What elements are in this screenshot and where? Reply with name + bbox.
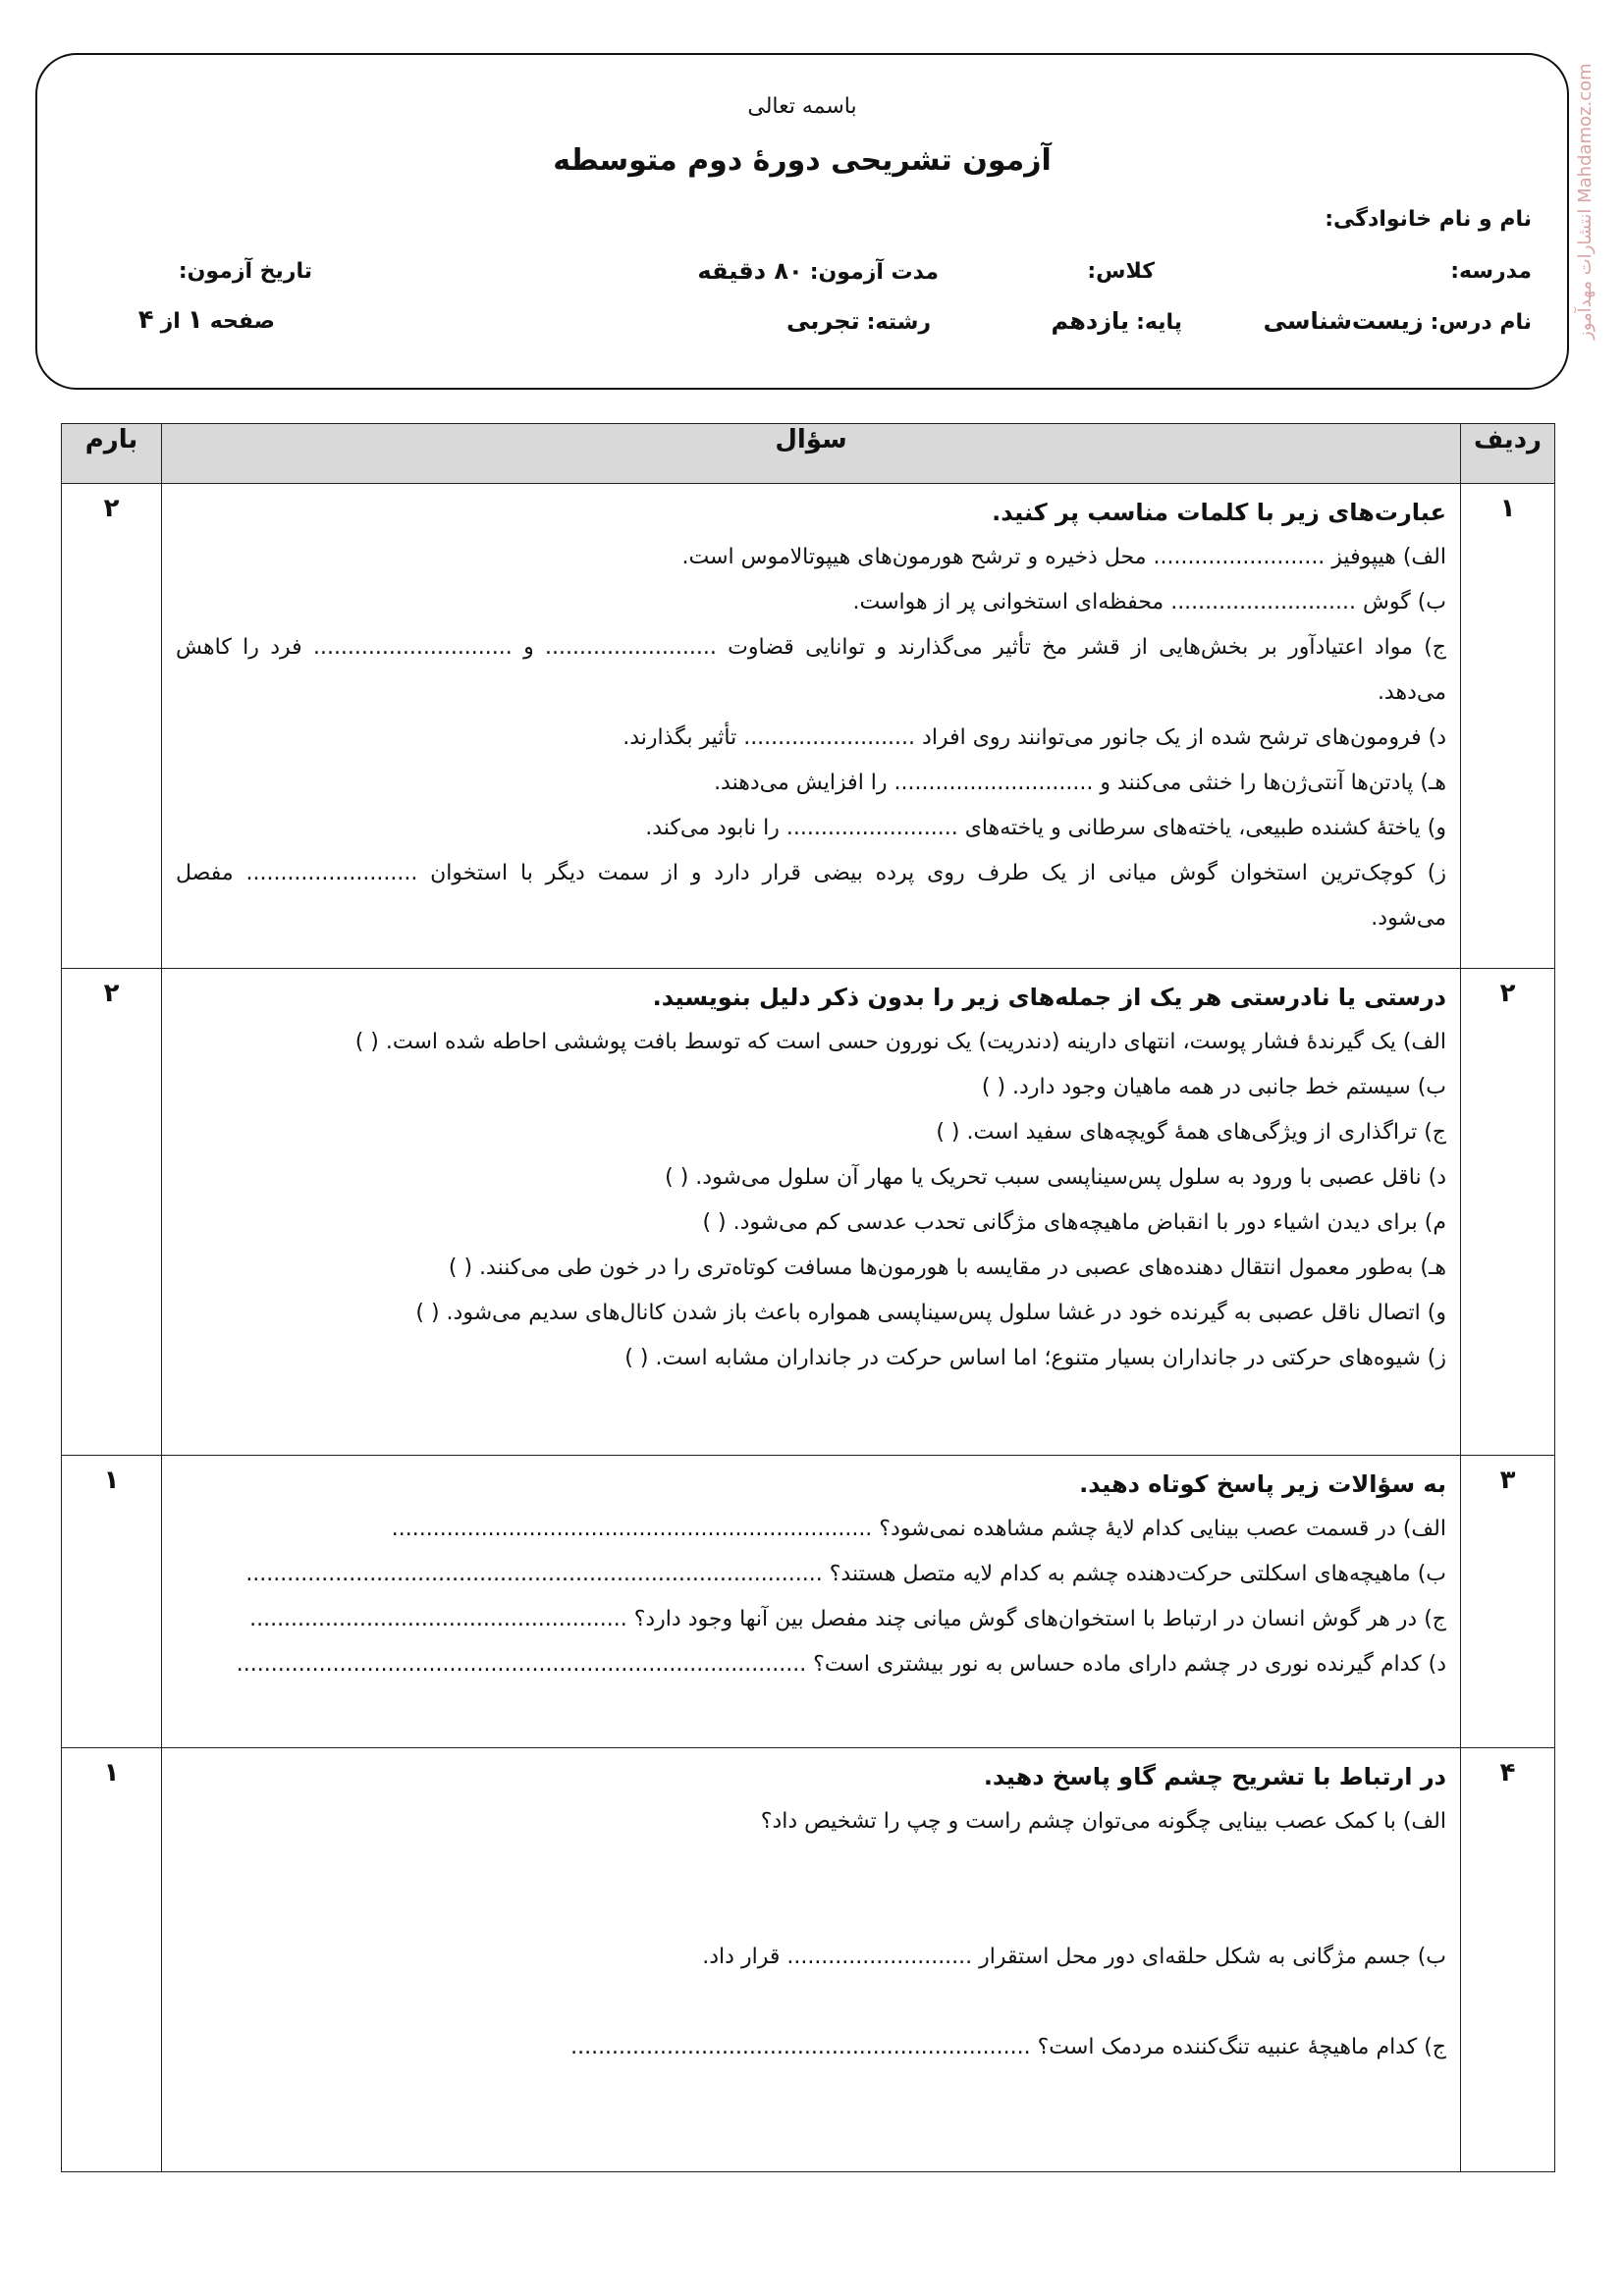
table-header-row bbox=[62, 424, 1555, 484]
question-line: الف) در قسمت عصب بینایی کدام لایهٔ چشم مشاهده نمی‌شود؟ ...................................................................... bbox=[391, 1517, 1446, 1541]
page-label: صفحه bbox=[209, 309, 275, 334]
table-row bbox=[62, 1748, 1555, 2172]
page-total: ۴ bbox=[137, 305, 154, 335]
exam-header bbox=[35, 53, 1569, 390]
question-number: ۴ bbox=[1461, 1748, 1555, 2172]
question-line: و) یاختهٔ کشنده طبیعی، یاخته‌های سرطانی و یاخته‌های ......................... را نابود می‌کند. bbox=[645, 816, 1446, 840]
subject-value: زیست‌شناسی bbox=[1263, 307, 1424, 335]
question-line: ز) شیوه‌های حرکتی در جانداران بسیار متنوع؛ اما اساس حرکت در جانداران مشابه است. ( ) bbox=[624, 1346, 1446, 1370]
page-indicator bbox=[138, 305, 275, 335]
question-line: م) برای دیدن اشیاء دور با انقباض ماهیچه‌های مژگانی تحدب عدسی کم می‌شود. ( ) bbox=[702, 1210, 1446, 1235]
question-line: ج) کدام ماهیچهٔ عنبیه تنگ‌کننده مردمک است؟ ................................................................... bbox=[570, 2035, 1446, 2059]
answer-space bbox=[176, 1844, 1446, 1890]
grade-field bbox=[1051, 307, 1182, 335]
question-line: و) اتصال ناقل عصبی به گیرنده خود در غشا سلول پس‌سیناپسی همواره باعث باز شدن کانال‌های سدیم می‌شود. ( ) bbox=[415, 1301, 1446, 1325]
school-label: مدرسه: bbox=[1450, 259, 1532, 284]
answer-space bbox=[176, 1980, 1446, 2025]
question-line: الف) یک گیرندهٔ فشار پوست، انتهای دارینه (دندریت) یک نورون حسی است که توسط بافت پوششی احاطه شده است. ( ) bbox=[354, 1030, 1446, 1054]
exam-title: آزمون تشریحی دورهٔ دوم متوسطه bbox=[553, 143, 1052, 178]
question-score: ۲ bbox=[62, 484, 162, 969]
col-row-header: ردیف bbox=[1461, 424, 1555, 484]
table-row bbox=[62, 969, 1555, 1456]
subject-label: نام درس: bbox=[1430, 310, 1532, 335]
question-line: د) ناقل عصبی با ورود به سلول پس‌سیناپسی سبب تحریک یا مهار آن سلول می‌شود. ( ) bbox=[665, 1165, 1446, 1190]
question-line: ج) مواد اعتیادآور بر بخش‌هایی از قشر مخ تأثیر می‌گذارند و توانایی قضاوت ......................... و ............................. فرد را کاهش bbox=[176, 635, 1446, 660]
question-line: ج) در هر گوش انسان در ارتباط با استخوان‌های گوش میانی چند مفصل بین آنها وجود دارد؟ ....................................................... bbox=[249, 1607, 1446, 1631]
question-title: درستی یا نادرستی هر یک از جمله‌های زیر را بدون ذکر دلیل بنویسید. bbox=[652, 984, 1446, 1011]
question-title: به سؤالات زیر پاسخ کوتاه دهید. bbox=[1079, 1470, 1446, 1498]
side-watermark: انتشارات مهدآموز Mahdamoz.com bbox=[1575, 63, 1596, 340]
question-line: الف) هیپوفیز ......................... محل ذخیره و ترشح هورمون‌های هیپوتالاموس است. bbox=[681, 545, 1446, 569]
question-number: ۳ bbox=[1461, 1456, 1555, 1748]
basmala: باسمه تعالی bbox=[747, 94, 857, 119]
answer-space bbox=[176, 1890, 1446, 1935]
question-line: هـ) به‌طور معمول انتقال دهنده‌های عصبی در مقایسه با هورمون‌ها مسافت کوتاه‌تری را در خون طی می‌کنند. ( ) bbox=[448, 1255, 1446, 1280]
table-row bbox=[62, 484, 1555, 969]
question-line: می‌شود. bbox=[1371, 906, 1446, 931]
col-question-header: سؤال bbox=[162, 424, 1461, 484]
duration-label: مدت آزمون: bbox=[809, 260, 939, 285]
question-cell bbox=[162, 484, 1461, 969]
question-line: می‌دهد. bbox=[1377, 680, 1446, 705]
col-score-header: بارم bbox=[62, 424, 162, 484]
field-field bbox=[786, 307, 931, 335]
question-title: در ارتباط با تشریح چشم گاو پاسخ دهید. bbox=[983, 1763, 1446, 1790]
question-title: عبارت‌های زیر با کلمات مناسب پر کنید. bbox=[992, 499, 1446, 526]
question-cell bbox=[162, 1748, 1461, 2172]
date-label: تاریخ آزمون: bbox=[178, 259, 312, 284]
question-line: ج) تراگذاری از ویژگی‌های همهٔ گویچه‌های سفید است. ( ) bbox=[936, 1120, 1446, 1145]
question-score: ۱ bbox=[62, 1456, 162, 1748]
question-line: ب) ماهیچه‌های اسکلتی حرکت‌دهنده چشم به کدام لایه متصل هستند؟ .................................................................................... bbox=[245, 1562, 1446, 1586]
question-score: ۲ bbox=[62, 969, 162, 1456]
question-line: د) فرومون‌های ترشح شده از یک جانور می‌توانند روی افراد ......................... تأثیر بگذارند. bbox=[623, 725, 1446, 750]
question-cell bbox=[162, 1456, 1461, 1748]
name-label: نام و نام خانوادگی: bbox=[1325, 207, 1532, 232]
question-number: ۲ bbox=[1461, 969, 1555, 1456]
question-line: ب) سیستم خط جانبی در همه ماهیان وجود دارد. ( ) bbox=[981, 1075, 1446, 1099]
grade-label: پایه: bbox=[1136, 310, 1182, 335]
questions-table bbox=[61, 423, 1555, 2172]
grade-value: یازدهم bbox=[1051, 307, 1130, 335]
duration-value: ۸۰ دقیقه bbox=[697, 257, 803, 285]
question-line: ب) گوش ........................... محفظه‌ای استخوانی پر از هواست. bbox=[852, 590, 1446, 614]
field-value: تجربی bbox=[786, 307, 860, 335]
question-score: ۱ bbox=[62, 1748, 162, 2172]
question-cell bbox=[162, 969, 1461, 1456]
duration-field bbox=[697, 257, 939, 285]
question-line: د) کدام گیرنده نوری در چشم دارای ماده حساس به نور بیشتری است؟ ................................................................................... bbox=[236, 1652, 1446, 1677]
class-label: کلاس: bbox=[1087, 259, 1155, 284]
page-number: ۱ bbox=[187, 305, 203, 335]
question-line: الف) با کمک عصب بینایی چگونه می‌توان چشم راست و چپ را تشخیص داد؟ bbox=[760, 1809, 1446, 1834]
question-line: ز) کوچک‌ترین استخوان گوش میانی از یک طرف روی پرده بیضی قرار دارد و از سمت دیگر با استخوان ......................... مفصل bbox=[176, 861, 1446, 885]
table-row bbox=[62, 1456, 1555, 1748]
question-line: هـ) پادتن‌ها آنتی‌ژن‌ها را خنثی می‌کنند و ............................. را افزایش می‌دهند. bbox=[714, 771, 1446, 795]
question-line: ب) جسم مژگانی به شکل حلقه‌ای دور محل استقرار ........................... قرار داد. bbox=[702, 1945, 1446, 1969]
subject-field bbox=[1264, 307, 1532, 335]
page-of-label: از bbox=[160, 309, 181, 334]
question-number: ۱ bbox=[1461, 484, 1555, 969]
field-label: رشته: bbox=[866, 310, 931, 335]
